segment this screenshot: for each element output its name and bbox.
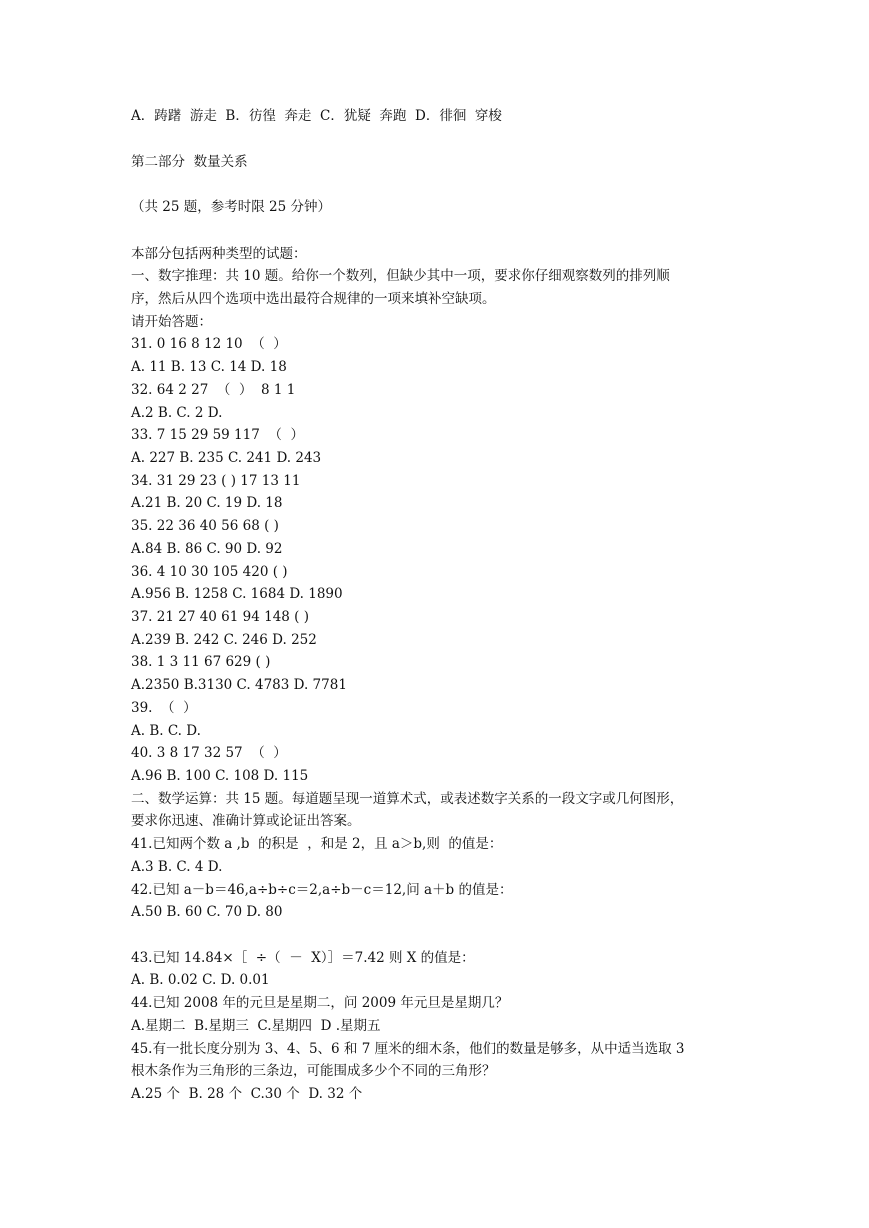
question-35: 35. 22 36 40 56 68 ( ) [131,518,279,534]
question-39: 39. （ ） [131,700,197,716]
question-37: 37. 21 27 40 61 94 148 ( ) [131,609,309,625]
question-42: 42.已知 a－b＝46,a÷b÷c＝2,a÷b－c＝12,问 a＋b 的值是： [131,882,513,898]
part1-instructions: 一、数字推理：共 10 题。给你一个数列，但缺少其中一项，要求你仔细观察数列的排列顺 [131,268,670,284]
options-32: A.2 B. C. 2 D. [131,405,223,421]
part1-instructions-cont: 序，然后从四个选项中选出最符合规律的一项来填补空缺项。 [131,291,496,307]
options-45: A.25 个 B. 28 个 C.30 个 D. 32 个 [131,1086,363,1102]
options-38: A.2350 B.3130 C. 4783 D. 7781 [131,677,347,693]
options-37: A.239 B. 242 C. 246 D. 252 [131,632,317,648]
question-43: 43.已知 14.84×［ ÷（ － X）］＝7.42 则 X 的值是： [131,950,475,966]
part2-instructions: 二、数学运算：共 15 题。每道题呈现一道算术式，或表述数字关系的一段文字或几何图形， [131,791,684,807]
question-33: 33. 7 15 29 59 117 （ ） [131,427,304,443]
options-41: A.3 B. C. 4 D. [131,859,223,875]
question-45-cont: 根木条作为三角形的三条边，可能围成多少个不同的三角形？ [131,1063,496,1079]
options-33: A. 227 B. 235 C. 241 D. 243 [131,450,322,466]
options-40: A.96 B. 100 C. 108 D. 115 [131,768,309,784]
question-41: 41.已知两个数 a ,b 的积是 ，和是 2，且 a＞b,则 的值是： [131,836,503,852]
question-36: 36. 4 10 30 105 420 ( ) [131,564,288,580]
options-44: A.星期二 B.星期三 C.星期四 D .星期五 [131,1018,381,1034]
options-34: A.21 B. 20 C. 19 D. 18 [131,495,283,511]
question-32: 32. 64 2 27 （ ） 8 1 1 [131,382,296,398]
options-42: A.50 B. 60 C. 70 D. 80 [131,904,283,920]
options-39: A. B. C. D. [131,723,201,739]
start-prompt: 请开始答题： [131,314,212,330]
question-44: 44.已知 2008 年的元旦是星期二，问 2009 年元旦是星期几？ [131,995,509,1011]
options-36: A.956 B. 1258 C. 1684 D. 1890 [131,586,343,602]
options-35: A.84 B. 86 C. 90 D. 92 [131,541,283,557]
part2-instructions-cont: 要求你迅速、准确计算或论证出答案。 [131,813,361,829]
question-45: 45.有一批长度分别为 3、4、5、6 和 7 厘米的细木条，他们的数量是够多，从中适当选取 3 [131,1041,685,1057]
q30-options: A．踌躇 游走 B．彷徨 奔走 C．犹疑 奔跑 D．徘徊 穿梭 [131,108,502,124]
section-note: （共 25 题，参考时限 25 分钟） [131,199,332,215]
options-31: A. 11 B. 13 C. 14 D. 18 [131,359,287,375]
intro-text: 本部分包括两种类型的试题： [131,246,307,262]
section-heading: 第二部分 数量关系 [131,154,248,170]
question-34: 34. 31 29 23 ( ) 17 13 11 [131,473,301,489]
question-31: 31. 0 16 8 12 10 （ ） [131,336,287,352]
question-40: 40. 3 8 17 32 57 （ ） [131,745,287,761]
options-43: A. B. 0.02 C. D. 0.01 [131,972,270,988]
question-38: 38. 1 3 11 67 629 ( ) [131,654,271,670]
